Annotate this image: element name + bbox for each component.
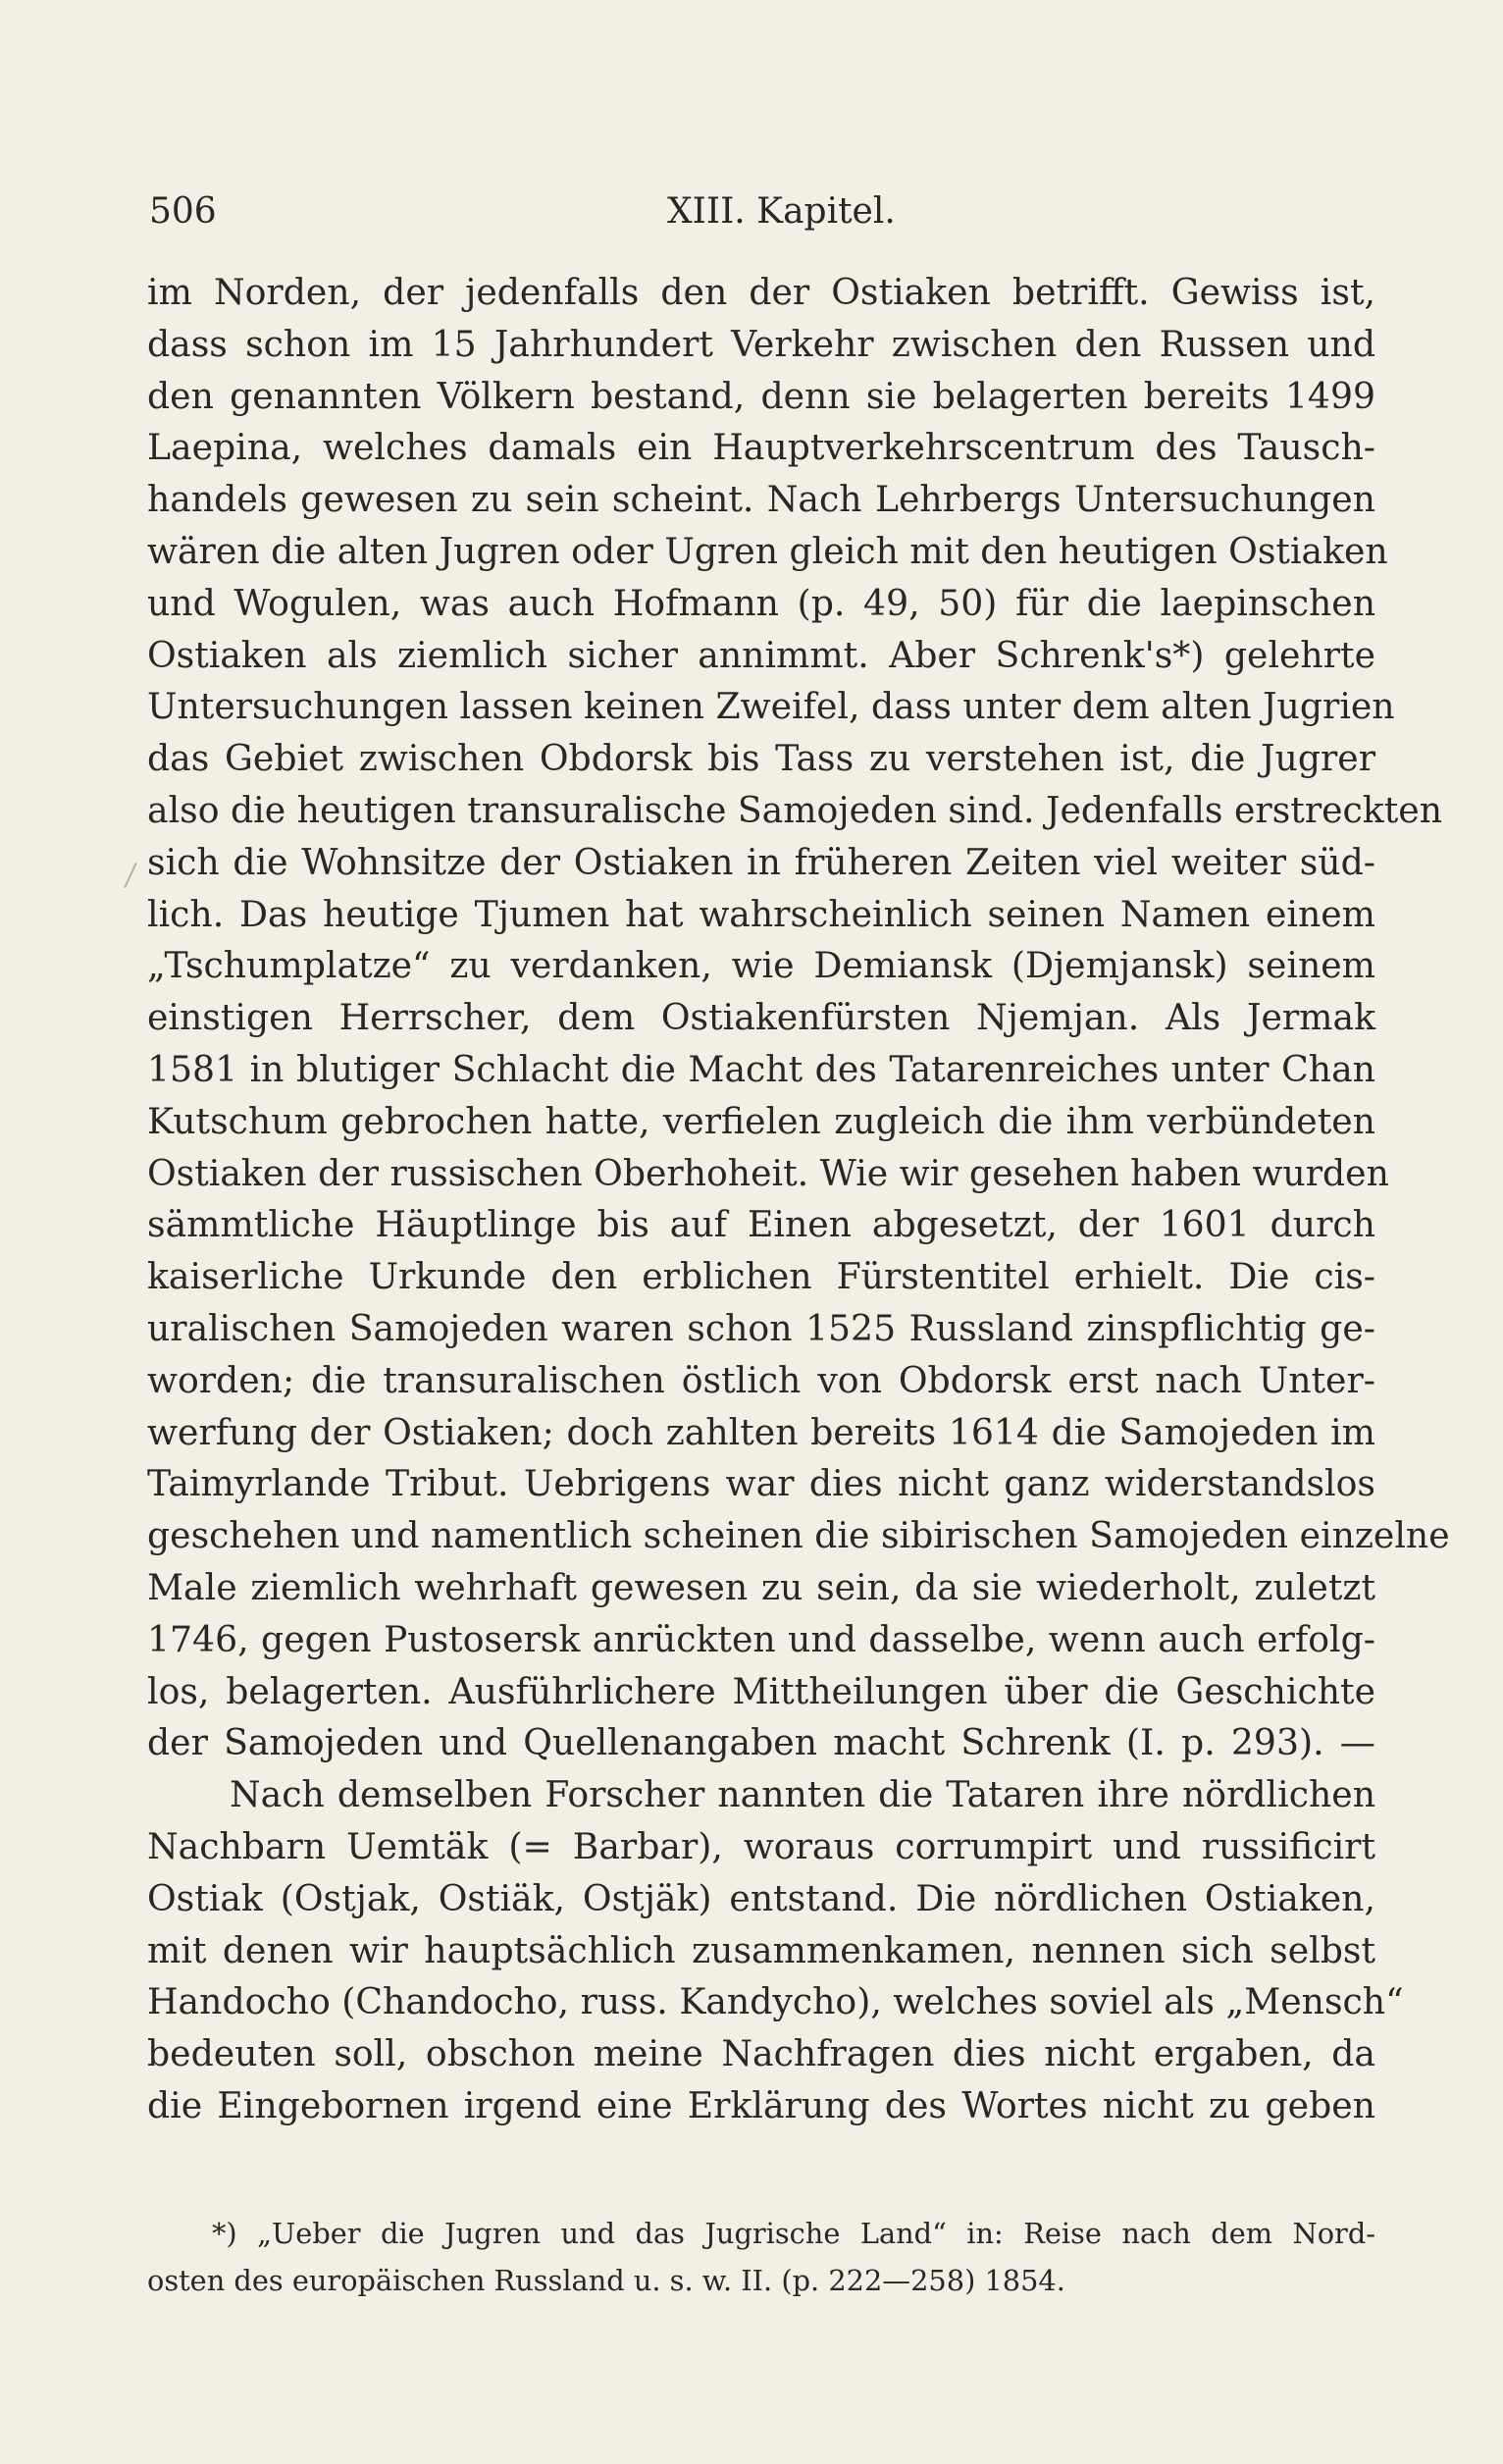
text-line: wären die alten Jugren oder Ugren gleich mit den heutigen Ostiaken [147,529,1388,572]
text-line: im Norden, der jedenfalls den der Ostiaken betrifft. Gewiss ist, [147,271,1375,313]
text-line: handels gewesen zu sein scheint. Nach Lehrbergs Untersuchungen [147,478,1375,521]
running-title: XIII. Kapitel. [667,191,896,232]
footnote [147,2210,1375,2304]
body-text [147,267,1450,2132]
text-line: Taimyrlande Tribut. Uebrigens war dies nicht ganz widerstandslos [147,1462,1375,1505]
text-line: also die heutigen transuralische Samojeden sind. Jedenfalls erstreckten [147,788,1442,831]
text-line: den genannten Völkern bestand, denn sie belagerten bereits 1499 [147,374,1375,417]
text-line: Ostiaken als ziemlich sicher annimmt. Aber Schrenk's*) gelehrte [147,633,1375,676]
text-line: geschehen und namentlich scheinen die sibirischen Samojeden einzelne [147,1514,1450,1557]
text-line: Ostiaken der russischen Oberhoheit. Wie wir gesehen haben wurden [147,1151,1389,1194]
text-line: 1581 in blutiger Schlacht die Macht des Tatarenreiches unter Chan [147,1047,1375,1090]
text-line: lich. Das heutige Tjumen hat wahrscheinlich seinen Namen einem [147,892,1375,935]
text-line: Handocho (Chandocho, russ. Kandycho), welches soviel als „Mensch“ [147,1980,1404,2023]
text-line: Ostiak (Ostjak, Ostiäk, Ostjäk) entstand. Die nördlichen Ostiaken, [147,1876,1375,1919]
text-line: 1746, gegen Pustosersk anrückten und dasselbe, wenn auch erfolg- [147,1617,1375,1660]
page-number: 506 [149,191,217,232]
text-line: uralischen Samojeden waren schon 1525 Russland zinspflichtig ge- [147,1306,1375,1349]
text-line: kaiserliche Urkunde den erblichen Fürstentitel erhielt. Die cis- [147,1255,1375,1298]
text-line: worden; die transuralischen östlich von Obdorsk erst nach Unter- [147,1358,1375,1401]
text-line: Male ziemlich wehrhaft gewesen zu sein, da sie wiederholt, zuletzt [147,1565,1375,1608]
text-line: bedeuten soll, obschon meine Nachfragen dies nicht ergaben, da [147,2032,1375,2075]
text-line: der Samojeden und Quellenangaben macht Schrenk (I. p. 293). — [147,1721,1375,1764]
text-line: Laepina, welches damals ein Hauptverkehrscentrum des Tausch- [147,426,1375,469]
footnote-line: *) „Ueber die Jugren und das Jugrische Land“ in: Reise nach dem Nord- [212,2217,1375,2250]
text-line: mit denen wir hauptsächlich zusammenkamen, nennen sich selbst [147,1928,1375,1971]
text-line: Nachbarn Uemtäk (= Barbar), woraus corrumpirt und russificirt [147,1824,1375,1867]
text-line: das Gebiet zwischen Obdorsk bis Tass zu verstehen ist, die Jugrer [147,737,1375,780]
text-line: los, belagerten. Ausführlichere Mittheilungen über die Geschichte [147,1669,1375,1712]
footnote-line: osten des europäischen Russland u. s. w. II. (p. 222—258) 1854. [147,2264,1065,2297]
text-line: Untersuchungen lassen keinen Zweifel, dass unter dem alten Jugrien [147,685,1395,728]
text-line: Kutschum gebrochen hatte, verfielen zugleich die ihm verbündeten [147,1099,1375,1142]
text-line: werfung der Ostiaken; doch zahlten bereits 1614 die Samojeden im [147,1410,1375,1453]
text-line: sich die Wohnsitze der Ostiaken in früheren Zeiten viel weiter süd- [147,840,1375,883]
text-line: sämmtliche Häuptlinge bis auf Einen abgesetzt, der 1601 durch [147,1203,1375,1246]
text-line: dass schon im 15 Jahrhundert Verkehr zwischen den Russen und [147,322,1375,365]
text-line: und Wogulen, was auch Hofmann (p. 49, 50) für die laepinschen [147,581,1375,624]
page-header [149,191,1372,240]
text-line: die Eingebornen irgend eine Erklärung des Wortes nicht zu geben [147,2083,1375,2126]
margin-mark [124,863,137,888]
text-line: Nach demselben Forscher nannten die Tataren ihre nördlichen [230,1773,1375,1816]
text-line: einstigen Herrscher, dem Ostiakenfürsten Njemjan. Als Jermak [147,996,1375,1039]
text-line: „Tschumplatze“ zu verdanken, wie Demiansk (Djemjansk) seinem [147,944,1375,987]
